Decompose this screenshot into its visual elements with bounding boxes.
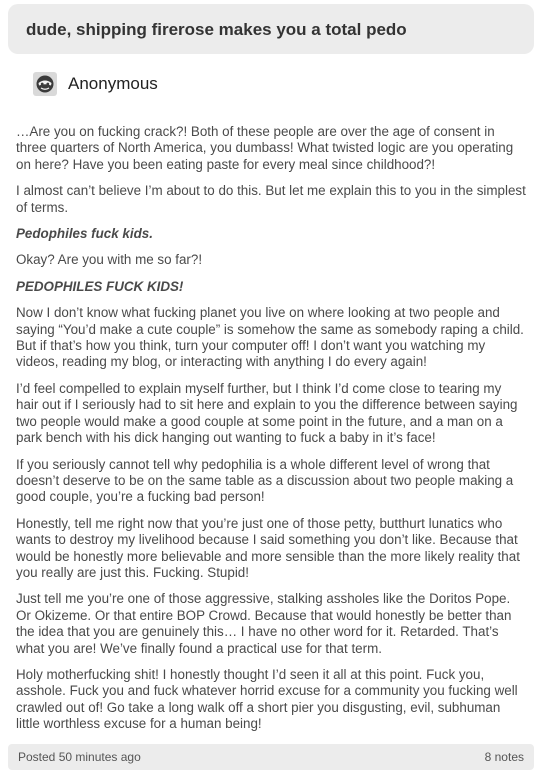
answer-paragraph-emphasis: PEDOPHILES FUCK KIDS!: [16, 278, 184, 294]
question-box: [8, 4, 534, 54]
answer-paragraph: Just tell me you’re one of those aggressive, stalking assholes like the Doritos Pope. Or Okizeme. Or that entire BOP Crowd. Because that would honestly be better than the idea that you are genuinely this… I have no other word for it. Retarded. That’s what you are! We’ve finally found a practical use for that term.: [16, 591, 512, 656]
answer-paragraph: Holy motherfucking shit! I honestly thought I’d seen it all at this point. Fuck you, asshole. Fuck you and fuck whatever horrid excuse for a community you fucking well crawled out of! Go take a long walk off a short pier you disgusting, evil, subhuman little worthless excuse for a human being!: [16, 666, 518, 732]
answer-paragraph-emphasis: Pedophiles fuck kids.: [16, 226, 153, 242]
post-footer: [8, 744, 534, 770]
question-text: dude, shipping firerose makes you a total pedo: [26, 20, 407, 39]
asker[interactable]: [33, 70, 158, 98]
answer-body: [16, 124, 526, 743]
answer-paragraph: …Are you on fucking crack?! Both of these people are over the age of consent in three quarters of North America, you dumbass! What twisted logic are you operating on here? Have you been eating paste for every meal since childhood?!: [16, 124, 514, 172]
notes-count[interactable]: 8 notes: [484, 750, 524, 764]
answer-paragraph: I almost can’t believe I’m about to do this. But let me explain this to you in the simplest of terms.: [16, 183, 526, 215]
answer-paragraph: I’d feel compelled to explain myself further, but I think I’d come close to tearing my hair out if I seriously had to sit here and explain to you the difference between saying two people would make a good couple at some point in the future, and a man on a park bench with his dick hanging out wanting to fuck a baby in it’s face!: [16, 380, 518, 446]
answer-paragraph: If you seriously cannot tell why pedophilia is a whole different level of wrong that doesn’t deserve to be on the same table as a discussion about two people making a good couple, you’re a fucking bad person!: [16, 456, 514, 505]
posted-timestamp[interactable]: Posted 50 minutes ago: [18, 750, 141, 764]
anonymous-mask-icon: [33, 72, 57, 96]
answer-paragraph: Okay? Are you with me so far?!: [16, 252, 203, 268]
answer-paragraph: Honestly, tell me right now that you’re just one of those petty, butthurt lunatics who wants to destroy my livelihood because I said something you don’t like. Because that would be honestly more believable and more sensible than the more likely reality that you really are just this. Fucking. Stupid!: [16, 515, 520, 580]
answer-paragraph: Now I don’t know what fucking planet you live on where looking at two people and saying “You’d make a cute couple” is somehow the same as somebody raping a child. But if that’s how you think, turn your computer off! I don’t want you watching my videos, reading my blog, or interacting with anything I do every again!: [16, 305, 524, 370]
asker-name[interactable]: Anonymous: [68, 74, 158, 93]
